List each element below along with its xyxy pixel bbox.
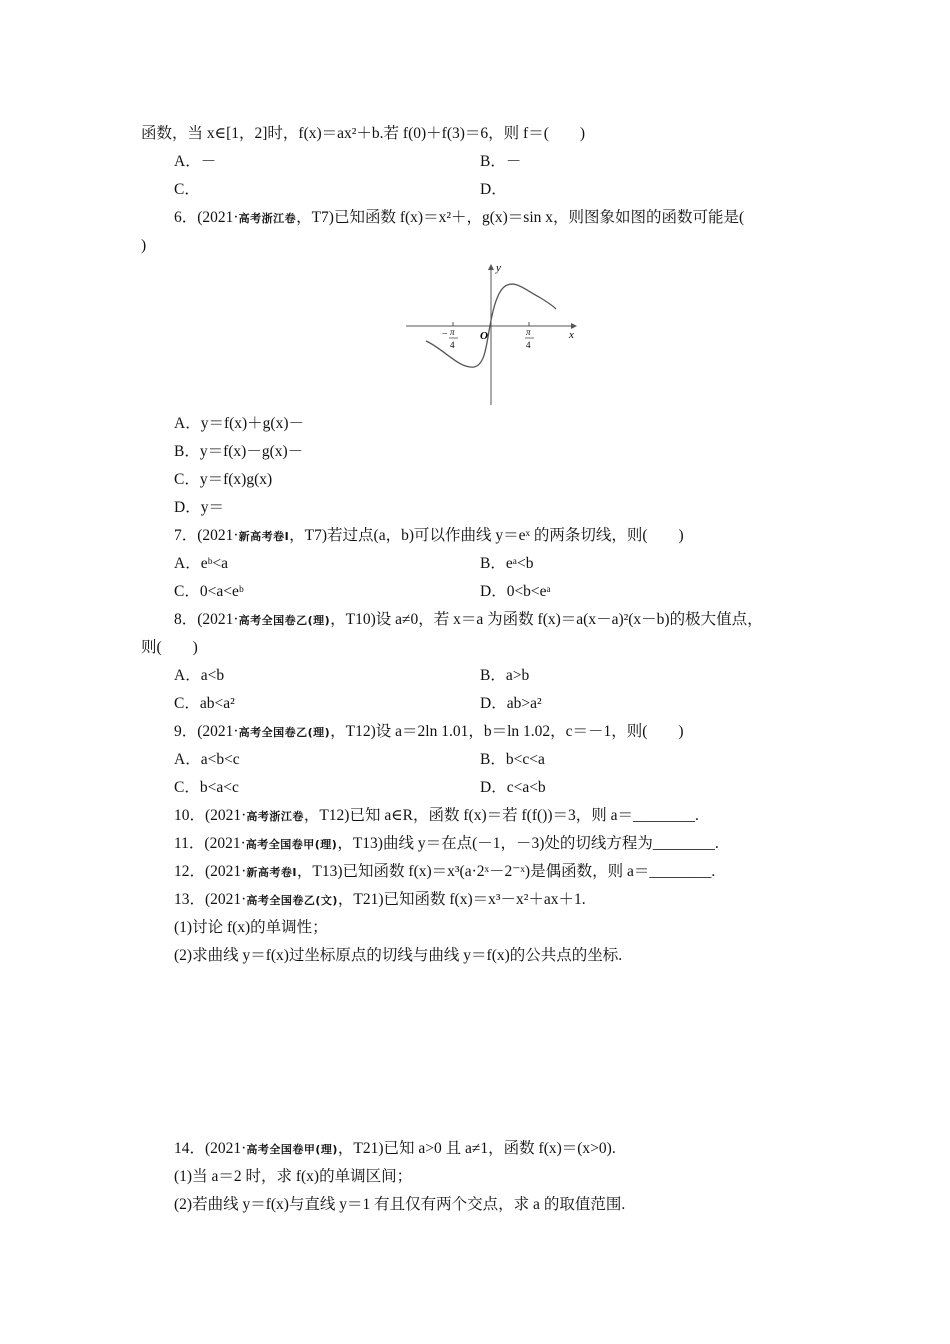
q6-function-graph <box>404 259 584 409</box>
q7-number: 7．(2021· <box>174 527 239 544</box>
q8-option-b: B．a>b <box>480 667 530 684</box>
q5-option-a: A．－ <box>174 153 217 170</box>
origin-label: O <box>480 330 488 342</box>
q9-option-a: A．a<b<c <box>174 751 240 768</box>
q5-stem: 函数，当 x∈[1，2]时，f(x)＝ax²＋b.若 f(0)＋f(3)＝6，则 f＝( ) <box>141 125 586 142</box>
q9-option-c: C．b<a<c <box>174 779 239 796</box>
q8-text: ，T10)设 a≠0，若 x＝a 为函数 f(x)＝a(x－a)²(x－b)的极大值点， <box>330 611 763 628</box>
q7-stem <box>174 526 684 547</box>
q8-option-c: C．ab<a² <box>174 695 235 712</box>
q10-number: 10．(2021· <box>174 807 247 824</box>
q9-stem <box>174 722 684 743</box>
q9-option-b: B．b<c<a <box>480 751 545 768</box>
q6-option-b: B．y＝f(x)－g(x)－ <box>174 443 304 460</box>
q5-option-b: B．－ <box>480 153 522 170</box>
q14-source: 高考全国卷甲(理) <box>246 1143 338 1156</box>
q9-number: 9．(2021· <box>174 723 239 740</box>
q10-stem <box>174 806 699 827</box>
q8-continuation: 则( ) <box>141 639 198 656</box>
q9-text: ，T12)设 a＝2ln 1.01，b＝ln 1.02，c＝－1，则( ) <box>330 723 684 740</box>
q7-option-d: D．0<b<eᵃ <box>480 583 551 600</box>
q10-text: ，T12)已知 a∈R，函数 f(x)＝若 f(f())＝3，则 a＝________. <box>303 807 699 824</box>
q9-source: 高考全国卷乙(理) <box>238 726 331 739</box>
q7-text: ，T7)若过点(a，b)可以作曲线 y＝eˣ 的两条切线，则( ) <box>289 527 684 544</box>
q7-option-b: B．eᵃ<b <box>480 555 534 572</box>
neg-pi: π <box>450 327 455 337</box>
q6-close-paren: ) <box>141 237 147 254</box>
q13-part-2: (2)求曲线 y＝f(x)过坐标原点的切线与曲线 y＝f(x)的公共点的坐标. <box>174 947 623 964</box>
q7-option-c: C．0<a<eᵇ <box>174 583 244 600</box>
q11-text: ，T13)曲线 y＝在点(－1，－3)处的切线方程为________. <box>337 835 719 852</box>
pi-over-4-label <box>525 327 534 350</box>
q10-source: 高考浙江卷 <box>246 810 304 823</box>
neg-sign: − <box>442 329 448 340</box>
q6-option-d: D．y＝ <box>174 499 224 516</box>
q13-source: 高考全国卷乙(文) <box>246 894 338 907</box>
y-axis-label: y <box>496 262 501 274</box>
neg-four: 4 <box>450 340 455 350</box>
pos-four: 4 <box>526 340 531 350</box>
q6-source: 高考浙江卷 <box>238 212 297 225</box>
q9-option-d: D．c<a<b <box>480 779 546 796</box>
q7-option-a: A．eᵇ<a <box>174 555 228 572</box>
q6-number: 6．(2021· <box>174 209 239 226</box>
q6-option-c: C．y＝f(x)g(x) <box>174 471 273 488</box>
q14-number: 14．(2021· <box>174 1140 247 1157</box>
q8-option-a: A．a<b <box>174 667 225 684</box>
q13-stem <box>174 890 586 911</box>
neg-pi-over-4-label <box>442 327 458 350</box>
q8-source: 高考全国卷乙(理) <box>238 614 331 627</box>
q7-source: 新高考卷Ⅰ <box>238 530 290 543</box>
q14-part-1: (1)当 a＝2 时，求 f(x)的单调区间； <box>174 1168 413 1185</box>
x-axis-label: x <box>569 329 574 341</box>
q6-option-a: A．y＝f(x)＋g(x)－ <box>174 415 305 432</box>
q11-number: 11．(2021· <box>174 835 246 852</box>
q5-option-d: D． <box>480 181 507 198</box>
q12-source: 新高考卷Ⅰ <box>246 866 297 879</box>
q6-graph-svg <box>404 259 584 409</box>
q11-stem <box>174 834 719 855</box>
q14-part-2: (2)若曲线 y＝f(x)与直线 y＝1 有且仅有两个交点，求 a 的取值范围. <box>174 1196 626 1213</box>
q13-text: ，T21)已知函数 f(x)＝x³－x²＋ax＋1. <box>337 891 586 908</box>
q14-text: ，T21)已知 a>0 且 a≠1，函数 f(x)＝(x>0). <box>337 1140 616 1157</box>
q6-text: ，T7)已知函数 f(x)＝x²＋，g(x)＝sin x，则图象如图的函数可能是( <box>296 209 745 226</box>
q8-number: 8．(2021· <box>174 611 239 628</box>
q8-option-d: D．ab>a² <box>480 695 542 712</box>
q11-source: 高考全国卷甲(理) <box>245 838 338 851</box>
q13-number: 13．(2021· <box>174 891 247 908</box>
q12-text: ，T13)已知函数 f(x)＝x³(a·2ˣ－2⁻ˣ)是偶函数，则 a＝________. <box>296 863 716 880</box>
q5-option-c: C． <box>174 181 200 198</box>
q12-number: 12．(2021· <box>174 863 247 880</box>
q8-stem <box>174 610 763 631</box>
q14-stem <box>174 1139 616 1160</box>
q6-stem <box>174 208 744 229</box>
pos-pi: π <box>526 327 531 337</box>
q12-stem <box>174 862 715 883</box>
q13-part-1: (1)讨论 f(x)的单调性； <box>174 919 328 936</box>
